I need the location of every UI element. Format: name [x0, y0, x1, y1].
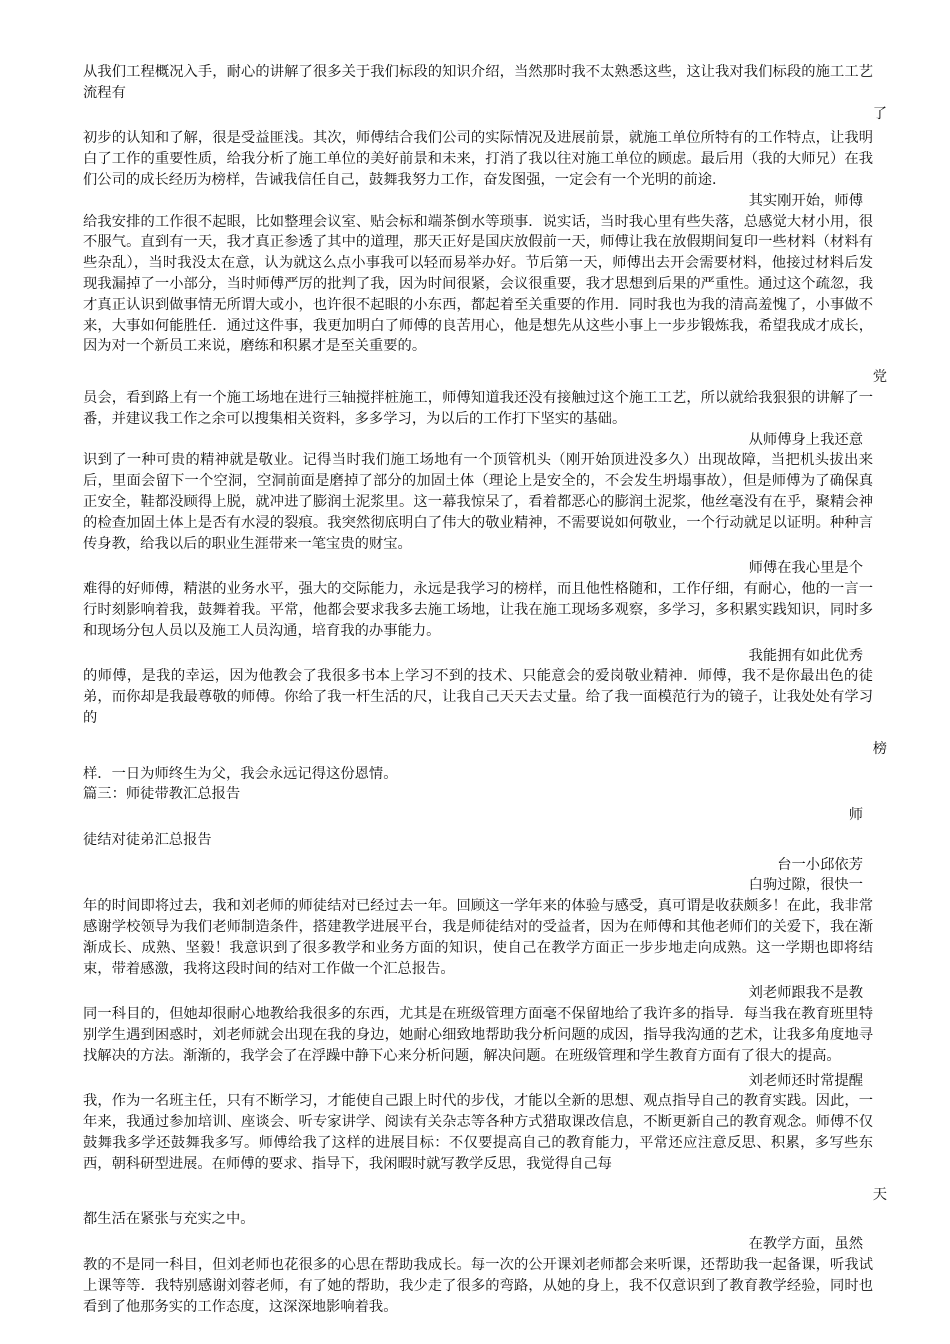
- document-page: [83, 62, 887, 1317]
- orphan-char: 天: [872, 1186, 887, 1203]
- paragraph: 识到了一种可贵的精神就是敬业。记得当时我们施工场地有一个顶管机头（刚开始顶进没多久）出现故障，当把机头拔出来后，里面会留下一个空洞，空洞前面是磨掉了部分的加固土体（理论上是安全的，不会发生坍塌事故），但是师傅为了确保真正安全，鞋都没顾得上脱，就冲进了膨润土泥浆里。这一幕我惊呆了，看着都恶心的膨润土泥浆，他丝毫没有在乎，聚精会神的检查加固土体上是否有水浸的裂痕。我突然彻底明白了伟大的敬业精神，不需要说如何敬业，一个行动就足以证明。种种言传身教，给我以后的职业生涯带来一笔宝贵的财宝。: [83, 452, 873, 552]
- paragraph: 样．一日为师终生为父，我会永远记得这份恩情。: [83, 765, 398, 782]
- author-line: 台一小邱依芳: [777, 856, 863, 873]
- paragraph: 我，作为一名班主任，只有不断学习，才能使自己跟上时代的步伐，才能以全新的思想、观点指导自己的教育实践。因此，一年来，我通过参加培训、座谈会、听专家讲学、阅读有关杂志等各种方式猎取课改信息，不断更新自己的教育观念。师傅不仅鼓舞我多学还鼓舞我多写。师傅给我了这样的进展目标：不仅要提高自己的教育能力，平常还应注意反思、积累，多写些东西，朝科研型进展。在师傅的要求、指导下，我闲暇时就写教学反思，我觉得自己每: [83, 1093, 873, 1172]
- paragraph: 年的时间即将过去，我和刘老师的师徒结对已经过去一年。回顾这一学年来的体验与感受，真可谓是收获颇多！在此，我非常感谢学校领导为我们老师制造条件，搭建教学进展平台，我是师徒结对的受益者，因为在师傅和其他老师们的关爱下，我在渐渐成长、成熟、坚毅！我意识到了很多教学和业务方面的知识，使自己在教学方面正一步步地走向成熟。这一学期也即将结束，带着感激，我将这段时间的结对工作做一个汇总报告。: [83, 898, 873, 977]
- paragraph: 同一科目的，但她却很耐心地教给我很多的东西，尤其是在班级管理方面毫不保留地给了我许多的指导．每当我在教育班里特别学生遇到困惑时，刘老师就会出现在我的身边，她耐心细致地帮助我分析问题的成因，指导我沟通的艺术，让我多角度地寻找解决的方法。渐渐的，我学会了在浮躁中静下心来分析问题，解决问题。在班级管理和学生教育方面有了很大的提高。: [83, 1006, 873, 1064]
- paragraph: 难得的好师傅，精湛的业务水平，强大的交际能力，永远是我学习的榜样，而且他性格随和，工作仔细，有耐心，他的一言一行时刻影响着我，鼓舞着我。平常，他都会要求我多去施工场地，让我在施工现场多观察，多学习，多积累实践知识，同时多和现场分包人员以及施工人员沟通，培育我的办事能力。: [83, 581, 873, 639]
- orphan-char: 了: [872, 105, 887, 122]
- orphan-char: 党: [872, 369, 887, 386]
- paragraph-lead: 其实刚开始，师傅: [748, 192, 863, 209]
- paragraph-lead: 从师傅身上我还意: [748, 431, 863, 448]
- orphan-char: 师: [848, 807, 863, 824]
- paragraph: 从我们工程概况入手，耐心的讲解了很多关于我们标段的知识介绍，当然那时我不太熟悉这些，这让我对我们标段的施工工艺流程有: [83, 64, 873, 101]
- paragraph-lead: 在教学方面，虽然: [748, 1236, 863, 1253]
- paragraph-lead: 师傅在我心里是个: [748, 560, 863, 577]
- paragraph-lead: 刘老师跟我不是教: [748, 985, 863, 1002]
- paragraph: 教的不是同一科目，但刘老师也花很多的心思在帮助我成长。每一次的公开课刘老师都会来听课，还帮助我一起备课，听我试上课等等．我特别感谢刘蓉老师，有了她的帮助，我少走了很多的弯路，从她的身上，我不仅意识到了教育教学经验，同时也看到了他那务实的工作态度，这深深地影响着我。: [83, 1257, 873, 1315]
- paragraph: 初步的认知和了解，很是受益匪浅。其次，师傅结合我们公司的实际情况及进展前景，就施工单位所特有的工作特点，让我明白了工作的重要性质，给我分析了施工单位的美好前景和未来，打消了我以往对施工单位的顾虑。最后用（我的大师兄）在我们公司的成长经历为榜样，告诫我信任自己，鼓舞我努力工作，奋发图强，一定会有一个光明的前途．: [83, 130, 873, 188]
- paragraph: 给我安排的工作很不起眼，比如整理会议室、贴会标和端茶倒水等琐事．说实话，当时我心里有些失落，总感觉大材小用，很不服气。直到有一天，我才真正参透了其中的道理，那天正好是国庆放假前一天，师傅让我在放假期间复印一些材料（材料有些杂乱），当时我没太在意，认为就这么点小事我可以轻而易举办好。节后第一天，师傅出去开会需要材料，他接过材料后发现我漏掉了一小部分，当时师傅严厉的批判了我，因为时间很紧，会议很重要，我才思想到后果的严重性。通过这个疏忽，我才真正认识到做事情无所谓大或小，也许很不起眼的小东西，都起着至关重要的作用．同时我也为我的清高羞愧了，小事做不来，大事如何能胜任．通过这件事，我更加明白了师傅的良苦用心，他是想先从这些小事上一步步锻炼我，希望我成才成长，因为对一个新员工来说，磨练和积累才是至关重要的。: [83, 213, 873, 355]
- paragraph-lead: 我能拥有如此优秀: [748, 647, 863, 664]
- section-title: 篇三：师徒带教汇总报告: [83, 786, 241, 803]
- paragraph: 都生活在紧张与充实之中。: [83, 1211, 255, 1228]
- report-title: 徒结对徒弟汇总报告: [83, 831, 212, 848]
- paragraph-lead: 刘老师还时常提醒: [748, 1072, 863, 1089]
- paragraph-lead: 白驹过隙，很快一: [748, 877, 863, 894]
- paragraph: 员会，看到路上有一个施工场地在进行三轴搅拌桩施工，师傅知道我还没有接触过这个施工工艺，所以就给我狠狠的讲解了一番，并建议我工作之余可以搜集相关资料，多多学习，为以后的工作打下坚实的基础。: [83, 389, 873, 427]
- paragraph: 的师傅，是我的幸运，因为他教会了我很多书本上学习不到的技术、只能意会的爱岗敬业精神．师傅，我不是你最出色的徒弟，而你却是我最尊敬的师傅。你给了我一杆生活的尺，让我自己天天去丈量。给了我一面模范行为的镜子，让我处处有学习的: [83, 668, 873, 726]
- orphan-char: 榜: [872, 740, 887, 757]
